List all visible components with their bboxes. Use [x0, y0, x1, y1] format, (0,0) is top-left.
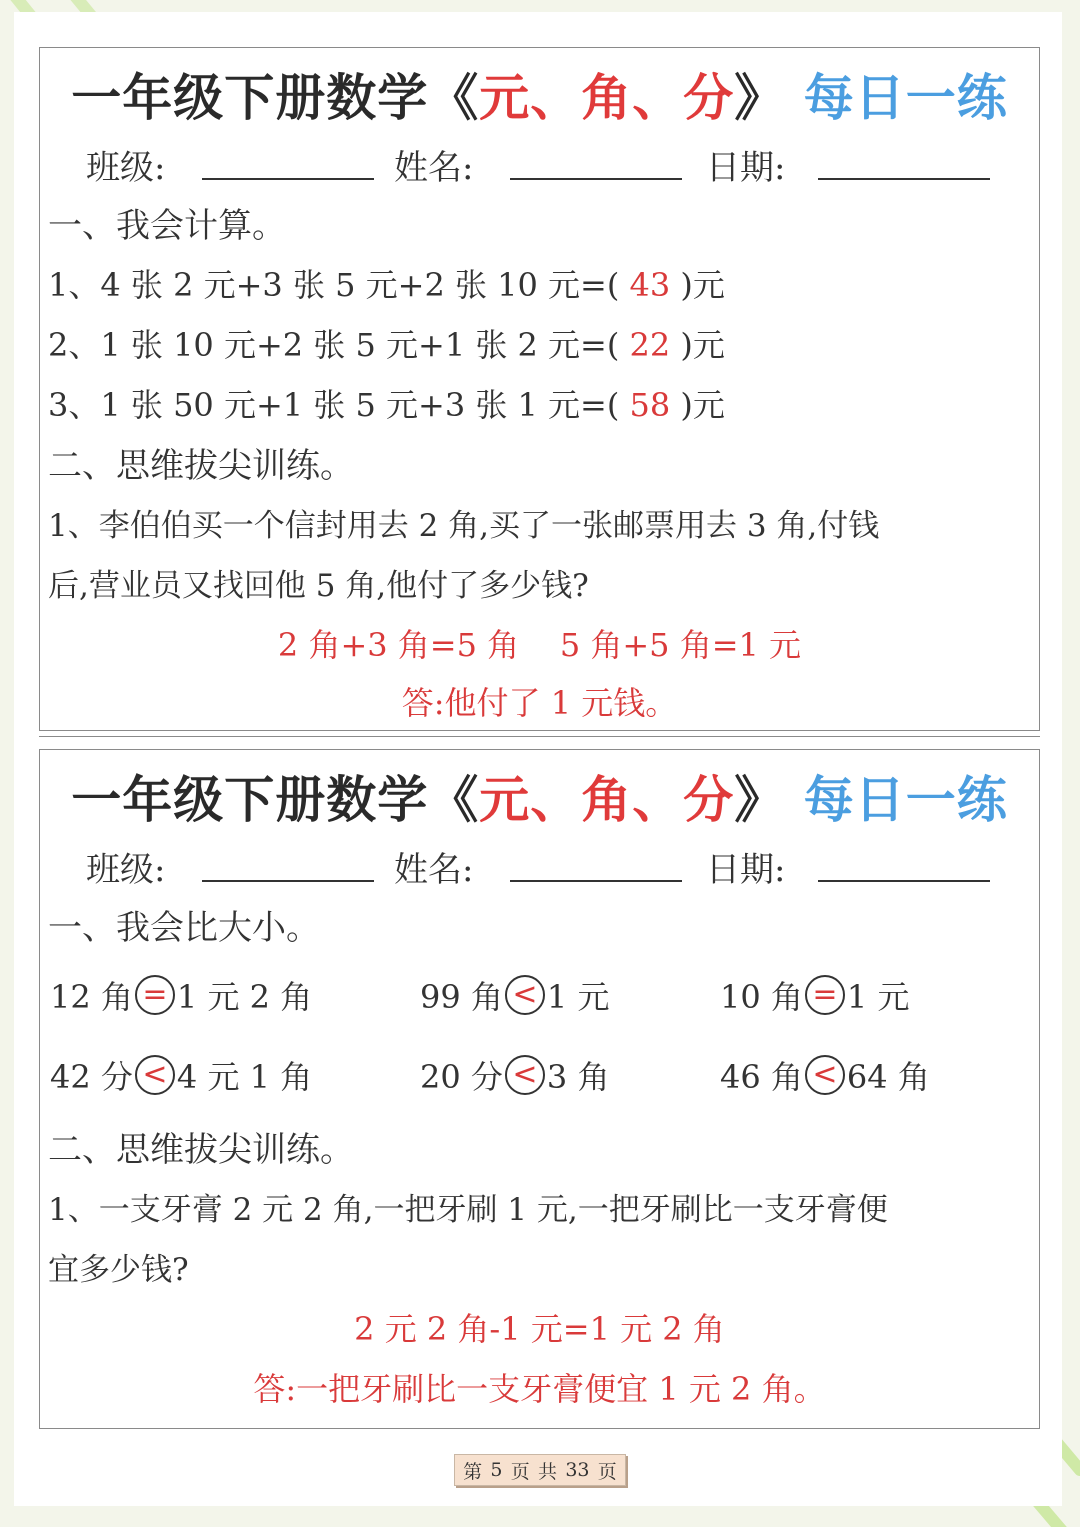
- compare-item: [50, 972, 312, 1018]
- compare-right: 1 元: [546, 978, 610, 1016]
- class-blank[interactable]: [202, 880, 374, 882]
- answer-unit: )元: [680, 266, 725, 304]
- compare-sign[interactable]: <: [135, 1055, 175, 1095]
- answer-line: 答:他付了 1 元钱。: [401, 684, 678, 722]
- section-heading-thinking: 二、思维拔尖训练。: [48, 446, 354, 486]
- sheet-divider: [39, 736, 1040, 737]
- name-blank[interactable]: [510, 178, 682, 180]
- answer-value: 22: [629, 326, 671, 364]
- compare-right: 4 元 1 角: [176, 1058, 313, 1096]
- compare-item: [720, 972, 909, 1018]
- solution-line: 2 元 2 角-1 元=1 元 2 角: [354, 1310, 725, 1348]
- page-indicator: [454, 1454, 626, 1486]
- total-pages-number: 33: [565, 1459, 590, 1481]
- compare-item: [420, 1052, 609, 1098]
- question-1: [48, 260, 725, 306]
- title-prefix: 一年级下册数学《: [71, 68, 480, 127]
- class-label: 班级:: [86, 850, 166, 890]
- date-label: 日期:: [706, 148, 786, 188]
- compare-item: [720, 1052, 930, 1098]
- question-3: [48, 380, 725, 426]
- compare-right: 1 元: [846, 978, 910, 1016]
- compare-left: 46 角: [720, 1058, 803, 1096]
- date-blank[interactable]: [818, 880, 990, 882]
- section-heading-compare: 一、我会比大小。: [48, 908, 320, 948]
- worksheet-section-2: [39, 749, 1040, 1429]
- page-word: 页: [597, 1460, 617, 1483]
- compare-right: 3 角: [546, 1058, 610, 1096]
- answer-unit: )元: [680, 386, 725, 424]
- sheet1-title: [40, 58, 1039, 130]
- problem-line-2: 宜多少钱?: [48, 1252, 189, 1288]
- answer-unit: )元: [680, 326, 725, 364]
- name-label: 姓名:: [394, 850, 474, 890]
- question-2: [48, 320, 725, 366]
- problem-line-2: 后,营业员又找回他 5 角,他付了多少钱?: [48, 568, 589, 604]
- problem-line-1: 1、李伯伯买一个信封用去 2 角,买了一张邮票用去 3 角,付钱: [48, 508, 880, 544]
- answer-line: 答:一把牙刷比一支牙膏便宜 1 元 2 角。: [253, 1370, 826, 1408]
- compare-sign[interactable]: <: [805, 1055, 845, 1095]
- compare-item: [50, 1052, 312, 1098]
- sheet2-title: [40, 760, 1039, 832]
- question-text: 1、4 张 2 元+3 张 5 元+2 张 10 元=(: [48, 266, 620, 304]
- compare-item: [420, 972, 609, 1018]
- page-word: 页: [510, 1460, 530, 1483]
- compare-left: 10 角: [720, 978, 803, 1016]
- compare-left: 99 角: [420, 978, 503, 1016]
- compare-sign[interactable]: =: [805, 975, 845, 1015]
- title-suffix: 每日一练: [803, 770, 1008, 829]
- title-topic: 元、角、分: [479, 770, 735, 829]
- solution-line: 2 角+3 角=5 角 5 角+5 角=1 元: [277, 626, 802, 664]
- compare-sign[interactable]: <: [505, 975, 545, 1015]
- name-label: 姓名:: [394, 148, 474, 188]
- section-heading-calc: 一、我会计算。: [48, 206, 286, 246]
- title-topic: 元、角、分: [479, 68, 735, 127]
- compare-right: 64 角: [846, 1058, 930, 1096]
- compare-sign[interactable]: =: [135, 975, 175, 1015]
- date-blank[interactable]: [818, 178, 990, 180]
- class-label: 班级:: [86, 148, 166, 188]
- compare-sign[interactable]: <: [505, 1055, 545, 1095]
- total-word: 共: [538, 1460, 558, 1483]
- compare-left: 12 角: [50, 978, 133, 1016]
- page-word: 第: [463, 1460, 483, 1483]
- worksheet-section-1: [39, 47, 1040, 731]
- current-page-number: 5: [490, 1459, 503, 1481]
- answer-value: 43: [629, 266, 671, 304]
- name-blank[interactable]: [510, 880, 682, 882]
- question-text: 2、1 张 10 元+2 张 5 元+1 张 2 元=(: [48, 326, 620, 364]
- compare-right: 1 元 2 角: [176, 978, 313, 1016]
- compare-left: 42 分: [50, 1058, 133, 1096]
- question-text: 3、1 张 50 元+1 张 5 元+3 张 1 元=(: [48, 386, 620, 424]
- title-close: 》: [734, 68, 786, 127]
- title-suffix: 每日一练: [803, 68, 1008, 127]
- title-close: 》: [734, 770, 786, 829]
- title-prefix: 一年级下册数学《: [71, 770, 480, 829]
- section-heading-thinking: 二、思维拔尖训练。: [48, 1130, 354, 1170]
- answer-value: 58: [629, 386, 671, 424]
- date-label: 日期:: [706, 850, 786, 890]
- problem-line-1: 1、一支牙膏 2 元 2 角,一把牙刷 1 元,一把牙刷比一支牙膏便: [48, 1192, 888, 1228]
- compare-left: 20 分: [420, 1058, 503, 1096]
- class-blank[interactable]: [202, 178, 374, 180]
